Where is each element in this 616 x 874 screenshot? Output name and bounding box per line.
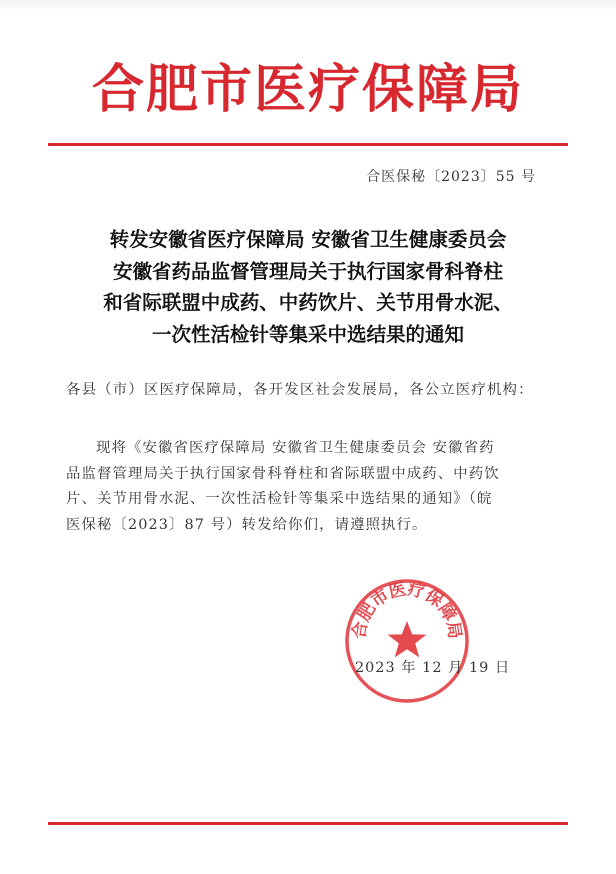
title-line: 一次性活检针等集采中选结果的通知	[151, 322, 464, 346]
red-star-icon	[388, 621, 427, 657]
document-title	[40, 224, 576, 350]
footer-red-rule	[48, 822, 568, 825]
title-line: 安徽省药品监督管理局关于执行国家骨科脊柱	[112, 259, 503, 283]
paragraph-line: 现将《安徽省医疗保障局 安徽省卫生健康委员会 安徽省药	[96, 440, 495, 456]
document-number: 合医保秘〔2023〕55 号	[366, 169, 536, 185]
body-paragraph	[66, 436, 550, 538]
official-seal	[343, 577, 471, 705]
title-line: 转发安徽省医疗保障局 安徽省卫生健康委员会	[109, 228, 507, 251]
masthead-red-rule	[48, 143, 568, 146]
page-edge	[0, 0, 616, 12]
salutation: 各县（市）区医疗保障局，各开发区社会发展局，各公立医疗机构：	[66, 382, 534, 398]
paragraph-line: 医保秘〔2023〕87 号）转发给你们，请遵照执行。	[66, 516, 428, 533]
agency-masthead: 合肥市医疗保障局	[91, 59, 524, 120]
paragraph-line: 品监督管理局关于执行国家骨科脊柱和省际联盟中成药、中药饮	[66, 465, 500, 482]
seal-text: 合肥市医疗保障局	[349, 579, 465, 641]
title-line: 和省际联盟中成药、中药饮片、关节用骨水泥、	[103, 291, 513, 314]
paragraph-line: 片、关节用骨水泥、一次性活检针等集采中选结果的通知》（皖	[66, 491, 493, 507]
issue-date: 2023 年 12 月 19 日	[355, 660, 511, 676]
